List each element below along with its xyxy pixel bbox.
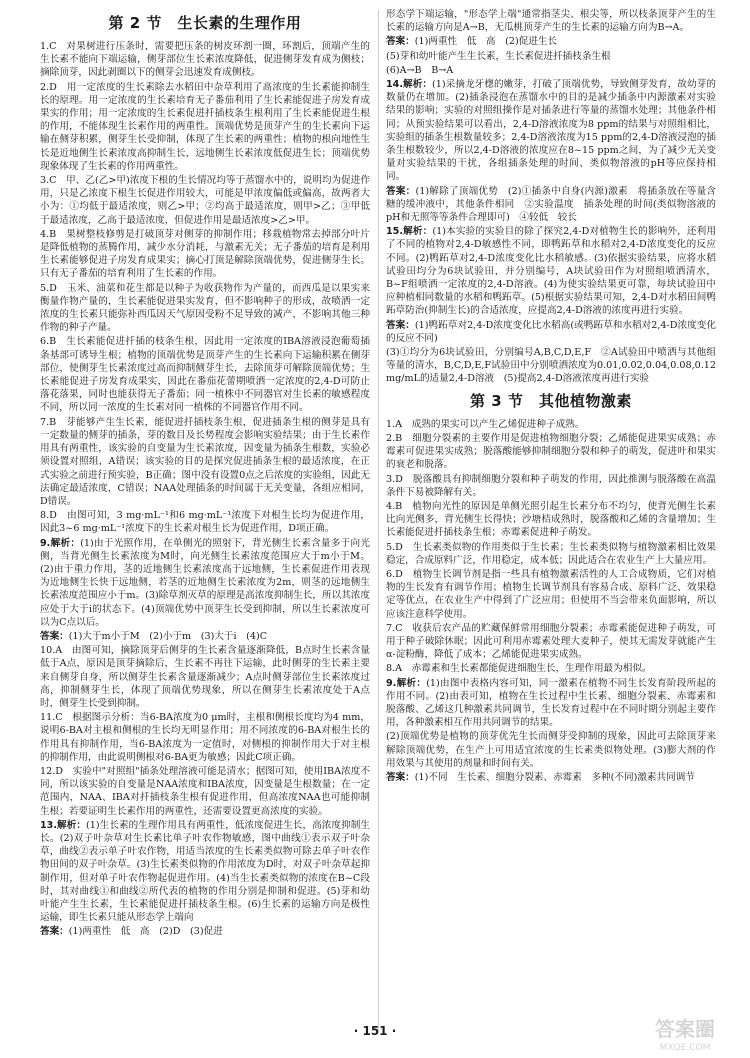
watermark-text: 答案圈 [655,1017,715,1041]
answer-item: (5)芽和幼叶能产生生长素，生长素促进扦插枝条生根 [386,50,611,62]
section-2-title: 第 2 节 生长素的生理作用 [108,14,302,32]
answer-item: 1.C 对果树进行压条时，需要把压条的树皮环割一圈，环割后，顶端产生的生长素不能向下端运输，侧芽部位生长素浓度降低，促进侧芽发育成为侧枝；摘除顶芽，因此剥圈以下的侧芽会迅速发育成侧枝。 [40,41,370,79]
answer-item: 5.D 玉米、油菜和花生都是以种子为收获物作为产量的，而西瓜是以果实来衡量作物产量的，生长素能促进果实发育，但不影响种子的形成，故喷洒一定浓度的生长素只能弥补西瓜因天气原因受粉不足导致的减产，不影响其他三种作物的种子产量。 [40,282,370,334]
right-answer-list-2 [386,418,716,784]
column-divider [378,10,379,1030]
answer-item: 7.B 芽能够产生生长素，能促进扦插枝条生根，促进插条生根的侧芽是具有一定数量的侧芽的插条，芽的数目及长势程度会影响实验结果；由于生长素作用具有两重性，该实验的自变量为生长素浓度，因变量为插条生根数，实验必须设置对照组，A错误；该实验的目的是探究促进插条生根的最适浓度，在正式实验之前进行预实验，B正确；图中没有设置0点之后浓度的实验组，因此无法确定最适浓度，C错误；NAA处理插条的时间属于无关变量，各组应相同，D错误。 [40,416,370,507]
answer-item: 15.解析：(1)本实验的实验目的除了探究2,4-D对植物生长的影响外，还利用了不同的植物对2,4-D敏感性不同，即鸭跖草和水稻对2,4-D浓度变化的反应不同。(2)鸭跖草对2,4-D浓度变化比水稻敏感。(3)依据实验结果，应将水稻试验田均分为6块试验田，并分别编号，A块试验田作为对照组喷洒清水，B~F组喷洒一定浓度的2,4-D溶液。(4)为使实验结果更可靠，每块试验田中应种植相同数量的水稻和鸭跖草。(5)根据实验结果可知，2,4-D对水稻田间鸭跖草防治(抑制生长)的合适浓度，应提高2,4-D溶液的浓度再进行实验。 [386,226,716,317]
answer-item: 2.B 细胞分裂素的主要作用是促进植物细胞分裂；乙烯能促进果实成熟；赤霉素可促进果实成熟；脱落酸能够抑制细胞分裂和种子的萌发，促进叶和果实的衰老和脱落。 [386,432,716,471]
answer-item: (2)顶端优势是植物的顶芽优先生长而侧芽受抑制的现象，因此可去除顶芽来解除顶端优势，在生产上可用适宜浓度的生长素类似物处理。(3)膨大剂的作用效果与其使用的剂量和时间有关。 [386,731,716,769]
right-column [386,8,716,1030]
answer-item: 形态学下端运输，"形态学上端"通常指茎尖、根尖等，所以枝条顶芽产生的生长素的运输方向是A→B，无瓜桃顶芽产生的生长素的运输方向为B→A。 [386,9,716,34]
answer-item: 5.D 生长素类似物的作用类似于生长素；生长素类似物与植物激素相比效果稳定，合成原料广泛，作用稳定，成本低；因此适合在农业生产上大量应用。 [386,541,716,566]
answer-item: 6.B 生长素能促进扦插的枝条生根，因此用一定浓度的IBA溶液浸泡葡萄插条基部可诱导生根；植物的顶端优势是顶芽产生的生长素向下运输积累在侧芽部位，使侧芽生长素浓度过高而抑制侧芽生长，去除顶芽可解除顶端优势；生长素能促进子房发育成果实，因此在番茄花蕾期喷洒一定浓度的2,4-D可防止落花落果，同时也能获得无子番茄；同一植株中不同器官对生长素的敏感程度不同，所以同一浓度的生长素对同一植株的不同器官作用不同。 [40,336,370,414]
answer-item: 11.C 根据图示分析：当6-BA浓度为0 μm时，主根和侧根长度均为4 mm，说明6-BA对主根和侧根的生长均无明显作用；用不同浓度的6-BA对根生长的作用具有抑制作用，当6-BA浓度为一定值时，对侧根的抑制作用大于对主根的抑制作用，由此说明侧根对6-BA更为敏感；因此C项正确。 [40,712,370,763]
answer-item: 6.D 植物生长调节剂是指一些具有植物激素活性的人工合成物质，它们对植物的生长发育有调节作用；植物生长调节剂具有容易合成、原料广泛、效果稳定等优点，在农业生产中得到了广泛应用；但使用不当会带来负面影响，所以应该注意科学使用。 [386,568,716,620]
right-answer-list [386,8,716,386]
answer-item: 7.C 收获后农产品的贮藏保鲜常用细胞分裂素；赤霉素能促进种子萌发，可用于种子破除休眠；因此可利用赤霉素处理大麦种子，使其无需发芽就能产生α-淀粉酶，降低了成本；乙烯能促进果实成熟。 [386,622,716,661]
answer-item: 答案：(1)鸭跖草对2,4-D浓度变化比水稻高(或鸭跖草和水稻对2,4-D浓度变化的反应不同) [386,319,716,344]
answer-item: (6)A→B B→A [386,64,454,76]
left-column [40,8,370,1030]
answer-item: 答案：(1)大于m小于M (2)小于m (3)大于i (4)C [40,630,268,642]
answer-item: 4.B 植物向光性的原因是单侧光照引起生长素分布不均匀，使背光侧生长素比向光侧多，背光侧生长得快；沙塘桔成熟时，脱落酸和乙烯的含量增加；生长素能促进扦插枝条生根；赤霉素促进种子萌发。 [386,500,716,539]
page-number: · 151 · [353,1024,397,1038]
answer-item: 8.A 赤霉素和生长素都能促进细胞生长，生理作用最为相似。 [386,663,652,675]
watermark-logo [630,1010,740,1054]
left-answer-list [40,40,370,939]
answer-item: 10.A 由图可知，摘除顶芽后侧芽的生长素含量逐渐降低，B点时生长素含量低于A点，原因是顶芽摘除后，生长素不再往下运输，此时侧芽的生长素主要来自侧芽自身，所以侧芽生长素含量逐渐减少；A点时侧芽部位生长素浓度过高，抑制侧芽生长，体现了顶端优势现象，所以在侧芽生长素浓度处于A点时，侧芽生长受到抑制。 [40,645,370,709]
answer-item: 答案：(1)不同 生长素、细胞分裂素、赤霉素 多种(不同)激素共同调节 [386,771,695,783]
watermark-sub: MXQE.COM [659,1043,711,1053]
answer-item: 9.解析：(1)由图中表格内容可知，同一激素在植物不同生长发育阶段所起的作用不同。(2)由表可知，植物在生长过程中生长素、细胞分裂素、赤霉素和脱落酸、乙烯这几种激素共同调节，生长发育过程中在不同时期分别起主要作用，各种激素相互作用共同调节的结果。 [386,677,716,729]
answer-item: 答案：(1)两重性 低 高 (2)促进生长 [386,36,558,48]
answer-item: 12.D 实验中"对照组"插条处理溶液可能是清水；据图可知，使用IBA浓度不同，所以该实验的自变量是NAA浓度和IBA浓度，因变量是生根数量；在一定范围内，NAA、IBA对扦插枝条生根有促进作用，但高浓度NAA也可能抑制生根；若要证明生长素作用的两重性，还需要设置更高浓度的实验。 [40,765,370,817]
answer-item: 8.D 由图可知，3 mg·mL⁻¹和6 mg·mL⁻¹浓度下对根生长均为促进作用，因此3~6 mg·mL⁻¹浓度下的生长素对根生长为促进作用，D项正确。 [40,510,370,535]
answer-item: 3.C 甲、乙(乙>甲)浓度下根的生长情况均等于蒸馏水中的，说明均为促进作用，只是乙浓度下根生长促进作用较大，可能是甲浓度偏低或偏高，故两者大小为：①均低于最适浓度，则乙>甲；②均高于最适浓度，则甲>乙；③甲低于最适浓度，乙高于最适浓度，但促进作用是最适浓度>乙>甲。 [40,175,370,226]
section-3-title: 第 3 节 其他植物激素 [470,391,632,410]
answer-item: 答案：(1)解除了顶端优势 (2)①插条中自身(内源)激素 将插条放在等量含糖的缓冲液中，其他条件相同 ②实验温度 插条处理的时间(类似物溶液的pH和无照等等条件合理即可) ④较低 较长 [386,185,716,224]
answer-item: (3)①均分为6块试验田，分别编号A,B,C,D,E,F ②A试验田中喷洒与其他组等量的清水，B,C,D,E,F试验田中分别喷洒浓度为0.01,0.02,0.04,0.08,0.12 mg/mL的适量2,4-D溶液 (5)提高2,4-D溶液浓度再进行实验 [386,347,716,385]
answer-item: 14.解析：(1)采摘龙牙楤的嫩芽，打破了顶端优势，导致侧芽发育，故幼芽的数量仍在增加。(2)插条浸泡在蒸馏水中的目的是减少插条中内源激素对实验结果的影响；实验的对照组操作是对插条进行等量的蒸馏水处理；其他条件相同；从预实验结果可以看出，2,4-D溶液浓度为8 ppm的结果与对照组相比，实验组的插条生根数量较多；2,4-D溶液浓度为15 ppm的2,4-D溶液浸泡的插条生根数较少，所以2,4-D溶液的浓度应在8~15 ppm之间，为了减少无关变量对实验结果的干扰，各组插条处理的时间、类似物溶液的pH等应保持相同。 [386,79,716,183]
answer-item: 3.D 脱落酸具有抑制细胞分裂和种子萌发的作用，因此推测与脱落酸在高温条件下易被降解有关。 [386,473,716,498]
answer-item: 答案：(1)两重性 低 高 (2)D (3)促进 [40,926,223,938]
answer-item: 9.解析：(1)由于光照作用，在单侧光的照射下，背光侧生长素含量多于向光侧，当背光侧生长素浓度为M时，向光侧生长素浓度范围应大于m小于M。(2)由于重力作用，茎的近地侧生长素浓度高于远地侧，生长素促进作用表现为近地侧生长快于远地侧，若茎的近地侧生长素浓度为2m，则茎的远地侧生长素浓度范围应小于m。(3)除草剂灭草的原理是高浓度抑制生长，所以其浓度应处于大于i的状态下。(4)顶端优势中顶芽生长受到抑制，所以生长素浓度可以为C点以后。 [40,537,370,628]
answer-item: 1.A 成熟的果实可以产生乙烯促进种子成熟。 [386,418,585,430]
answer-item: 2.D 用一定浓度的生长素除去水稻田中杂草利用了高浓度的生长素能抑制生长的原理。用一定浓度的生长素培育无子番茄利用了生长素能促进子房发育成果实的作用；用一定浓度的生长素促进扦插枝条生根利用了生长素能促进生根的作用，不能体现生长素作用的两重性。顶端优势是顶芽产生的生长素向下运输在侧芽积累，侧芽生长受抑制，体现了生长素的两重性；植物的根向地性生长是近地侧生长素浓度高抑制生长，远地侧生长素浓度低促进生长；顶端优势现象体现了生长素的作用两重性。 [40,81,370,172]
answer-item: 13.解析：(1)生长素的生理作用具有两重性，低浓度促进生长，高浓度抑制生长。(2)双子叶杂草对生长素比单子叶农作物敏感，图中曲线①表示双子叶杂草，曲线②表示单子叶农作物，用适当浓度的生长素类似物可除去单子叶农作物田间的双子叶杂草。(3)生长素类似物的作用浓度为D时，对双子叶杂草起抑制作用，但对单子叶农作物起促进作用。(4)当生长素类似物的浓度在B~C段时，其对曲线①和曲线②所代表的植物的作用分别是抑制和促进。(5)芽和幼叶能产生生长素，生长素能促进扦插枝条生根。(6)生长素的运输方向是极性运输，即生长素只能从形态学上端向 [40,819,370,924]
answer-item: 4.B 果树整枝修剪是打破顶芽对侧芽的抑制作用；移栽植物常去掉部分叶片是降低植物的蒸腾作用，减少水分消耗，与激素无关；无子番茄的培育是利用生长素能够促进子房发育成果实；摘心打顶是解除顶端优势，促进侧芽生长。只有无子番茄的培育利用了生长素的作用。 [40,228,370,280]
